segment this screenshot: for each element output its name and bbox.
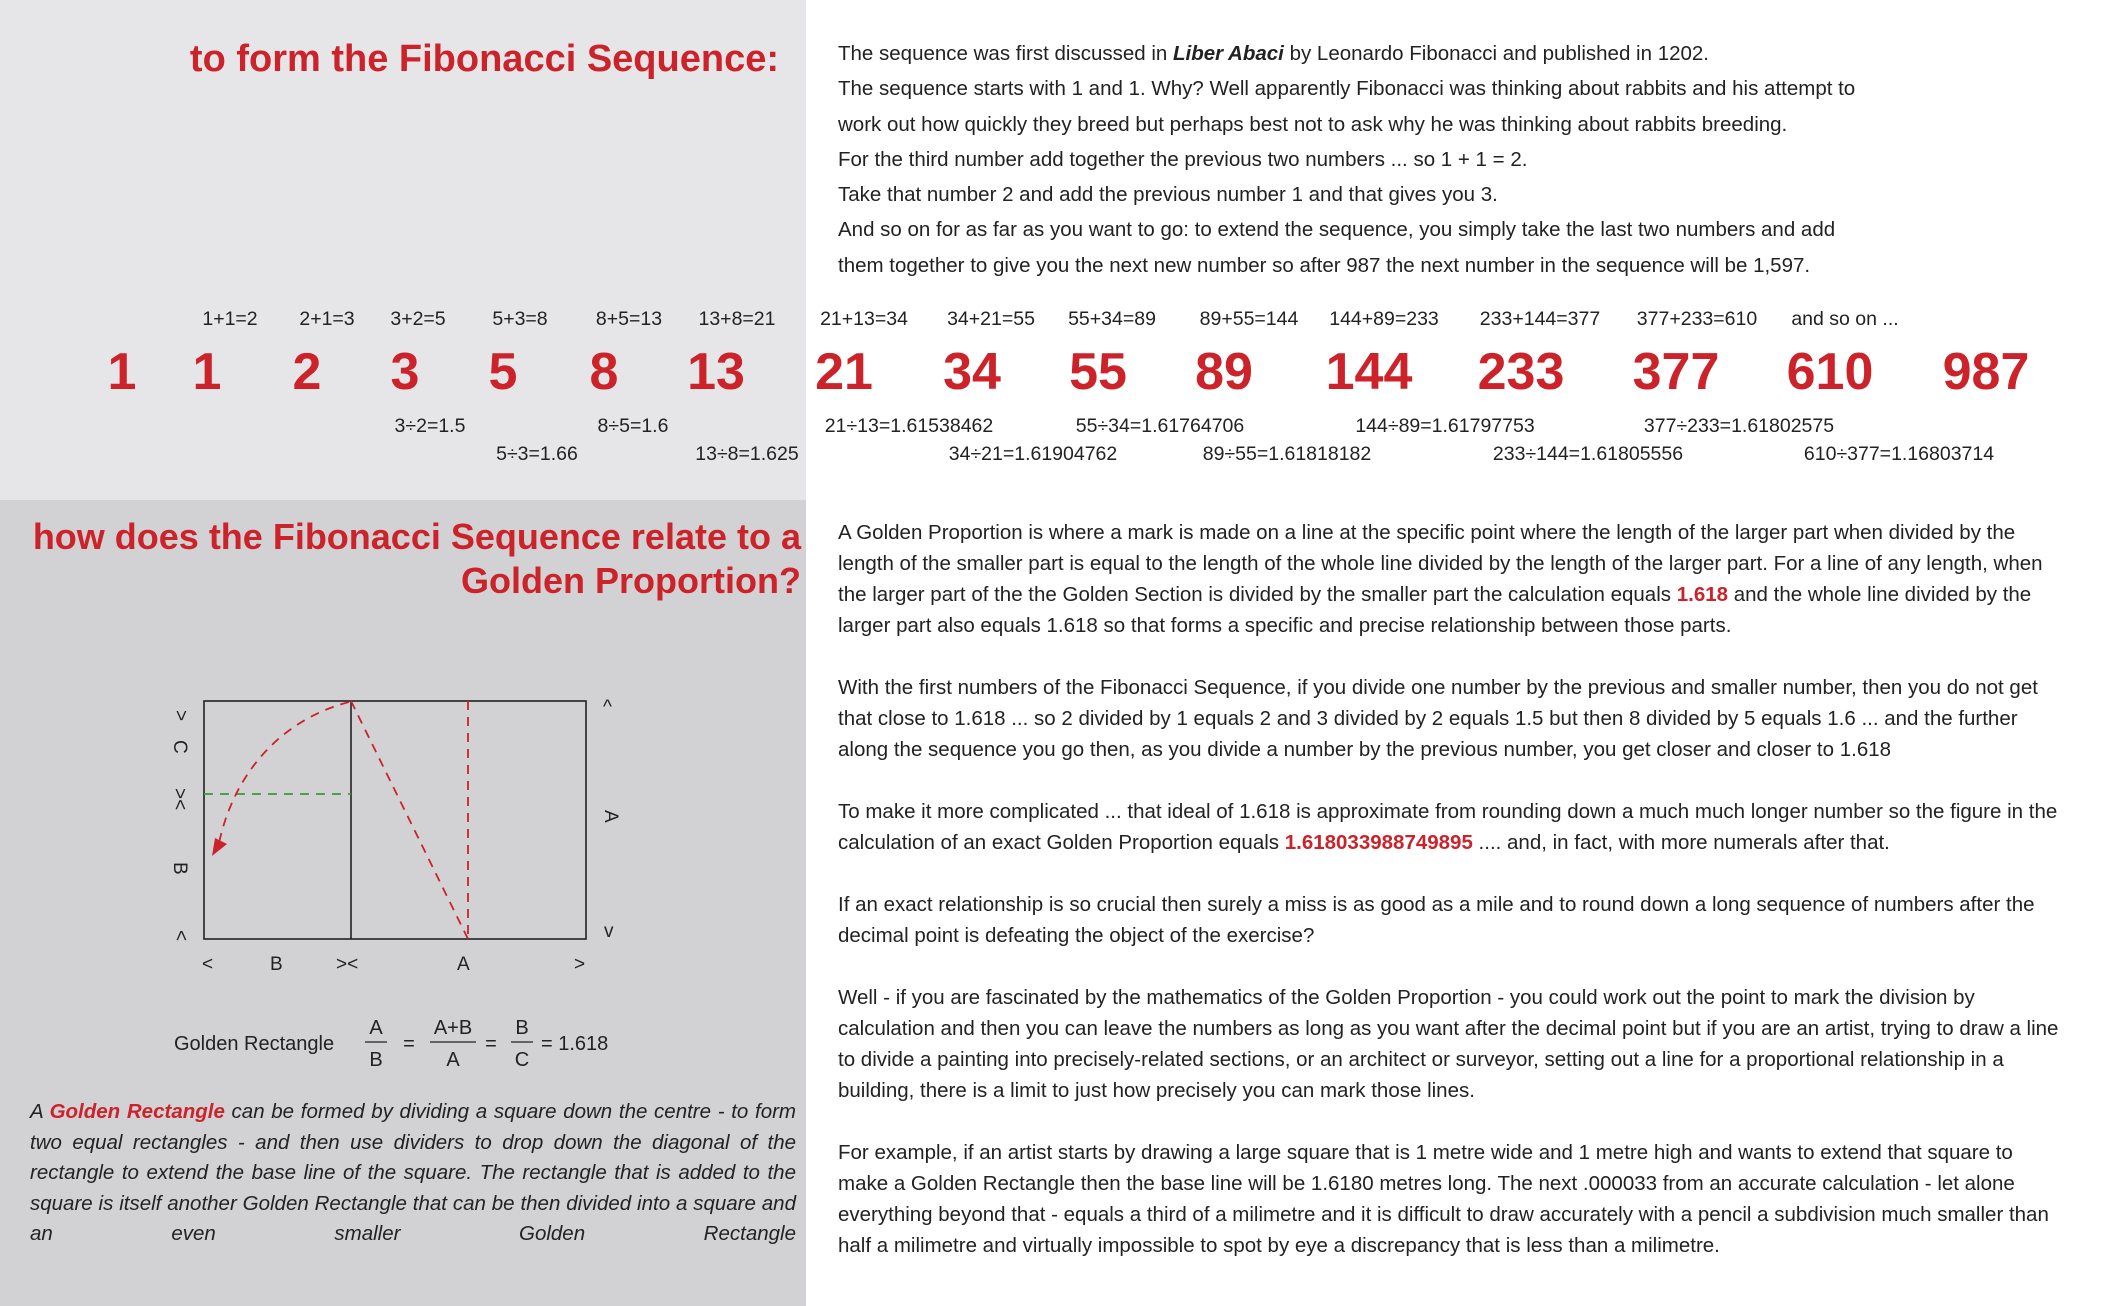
- intro-line-7: them together to give you the next new number so after 987 the next number in the sequence will be 1,597.: [838, 253, 1811, 277]
- fib-number: 3: [390, 343, 420, 401]
- fib-ratio: 21÷13=1.61538462: [824, 415, 994, 437]
- diagram-down-arrow-right: v: [604, 921, 614, 942]
- fib-number: 377: [1632, 343, 1720, 401]
- outer-rectangle: [204, 701, 586, 939]
- fib-sum: 2+1=3: [299, 308, 355, 330]
- fib-ratio: 377÷233=1.61802575: [1643, 415, 1835, 437]
- fib-number: 34: [943, 343, 1001, 401]
- golden-rectangle-caption: A Golden Rectangle can be formed by dividing a square down the centre - to form two equal rectangles - and then use dividers to drop down the diagonal of the rectangle to extend the base line of the square. The rectangle that is added to the square is itself another Golden Rectangle that can be then divided into a square and an even smaller Golden Rectangle: [30, 1100, 796, 1246]
- fib-ratio: 55÷34=1.61764706: [1075, 415, 1245, 437]
- fib-number: 89: [1195, 343, 1253, 401]
- formula-den-3: C: [514, 1049, 530, 1071]
- paragraph-5: Well - if you are fascinated by the mathematics of the Golden Proportion - you could work out the point to mark the division by calculation and then you can leave the numbers as long as you want after the decimal point but if you are an artist, trying to draw a line to divide a painting into precisely-related sections, or an architect or surveyor, setting out a line for a proportional relationship in a building, there is a limit to just how precisely you can mark those lines.: [838, 986, 2059, 1102]
- fib-number: 21: [815, 343, 873, 401]
- fib-sum: 89+55=144: [1199, 308, 1299, 330]
- fib-ratio: 5÷3=1.66: [496, 443, 578, 465]
- diagonal-line: [351, 701, 468, 939]
- formula-num-1: A: [369, 1017, 383, 1039]
- fib-sum: 34+21=55: [947, 308, 1035, 330]
- fib-sum: 5+3=8: [492, 308, 548, 330]
- golden-rectangle-diagram: [160, 680, 640, 980]
- fib-number: 55: [1069, 343, 1127, 401]
- formula-num-3: B: [515, 1017, 529, 1039]
- formula-eq-1: =: [403, 1033, 415, 1055]
- intro-line-6: And so on for as far as you want to go: to extend the sequence, you simply take the last two numbers and add: [838, 218, 1836, 242]
- arrow-head: [212, 838, 227, 856]
- label-a: A: [457, 954, 470, 975]
- fib-sum: 3+2=5: [390, 308, 446, 330]
- fib-sum: and so on ...: [1791, 308, 1899, 330]
- formula-eq-2: =: [485, 1033, 497, 1055]
- fib-ratio: 13÷8=1.625: [695, 443, 799, 465]
- intro-line-2: The sequence starts with 1 and 1. Why? Well apparently Fibonacci was thinking about rabbits and his attempt to: [838, 77, 1856, 101]
- intro-line-3: work out how quickly they breed but perhaps best not to ask why he was thinking about rabbits breeding.: [838, 112, 1788, 136]
- section-title-fibonacci: to form the Fibonacci Sequence:: [189, 38, 779, 80]
- formula-result: = 1.618: [541, 1033, 609, 1055]
- label-c: C: [169, 740, 190, 754]
- fib-number: 987: [1942, 343, 2030, 401]
- label-b: B: [270, 954, 283, 975]
- intro-line-4: For the third number add together the previous two numbers ... so 1 + 1 = 2.: [838, 147, 1528, 171]
- fib-number: 13: [687, 343, 745, 401]
- intro-line-1: The sequence was first discussed in Liber Abaci by Leonardo Fibonacci and published in 1202.: [838, 42, 1710, 65]
- fib-ratio: 233÷144=1.61805556: [1492, 443, 1684, 465]
- golden-proportion-text: [838, 517, 2068, 1292]
- intro-text: [838, 36, 1938, 283]
- intro-line-5: Take that number 2 and add the previous number 1 and that gives you 3.: [838, 183, 1498, 207]
- fib-number: 5: [488, 343, 518, 401]
- fib-sum: 13+8=21: [698, 308, 776, 330]
- golden-rectangle-term: Golden Rectangle: [49, 1100, 225, 1123]
- golden-rectangle-formula: [174, 1008, 634, 1078]
- fib-number: 610: [1786, 343, 1874, 401]
- paragraph-4: If an exact relationship is so crucial then surely a miss is as good as a mile and to round down a long sequence of numbers after the decimal point is defeating the object of the exercise?: [838, 893, 2035, 947]
- arc-line: [218, 702, 349, 848]
- diagram-mid-arrow: ><: [336, 954, 359, 975]
- fib-sum: 144+89=233: [1329, 308, 1439, 330]
- fib-number: 8: [589, 343, 619, 401]
- formula-den-2: A: [446, 1049, 460, 1071]
- diagram-right-arrow: >: [574, 954, 586, 975]
- paragraph-1: A Golden Proportion is where a mark is made on a line at the specific point where the length of the larger part when divided by the length of the smaller part is equal to the length of the whole line divided by the length of the larger part. For a line of any length, when the larger part of the the Golden Section is divided by the smaller part the calculation equals 1.618 and the whole line divided by the larger part also equals 1.618 so that forms a specific and precise relationship between those parts.: [838, 521, 2043, 637]
- diagram-left-arrow: <: [202, 954, 214, 975]
- label-a-vertical: A: [600, 810, 621, 823]
- diagram-mid-arrow-left: ><: [169, 788, 190, 811]
- value-exact-ratio: 1.618033988749895: [1284, 831, 1473, 854]
- fib-number: 2: [292, 343, 322, 401]
- fib-ratio: 34÷21=1.61904762: [948, 443, 1118, 465]
- diagram-up-arrow-right: ^: [603, 697, 612, 718]
- paragraph-6: For example, if an artist starts by drawing a large square that is 1 metre wide and 1 metre high and wants to extend that square to make a Golden Rectangle then the base line will be 1.6180 metres long. The next .000033 from an accurate calculation - let alone everything beyond that - equals a third of a milimetre and it is difficult to draw accurately with a pencil a subdivision much smaller than half a milimetre and virtually impossible to spot by eye a discrepancy that is less than a milimetre.: [838, 1141, 2049, 1257]
- paragraph-3: To make it more complicated ... that ideal of 1.618 is approximate from rounding down a much much longer number so the figure in the calculation of an exact Golden Proportion equals 1.618033988749895 .... and, in fact, with more numerals after that.: [838, 800, 2058, 854]
- fib-number: 1: [192, 343, 222, 401]
- fib-number: 233: [1477, 343, 1565, 401]
- formula-label: Golden Rectangle: [174, 1033, 335, 1055]
- fib-sum: 1+1=2: [202, 308, 258, 330]
- section-title-golden-proportion: how does the Fibonacci Sequence relate to a Golden Proportion?: [32, 516, 801, 601]
- fib-ratio: 144÷89=1.61797753: [1355, 415, 1535, 437]
- fib-ratio: 8÷5=1.6: [597, 415, 669, 437]
- fib-sum: 21+13=34: [820, 308, 908, 330]
- fib-sum: 377+233=610: [1636, 308, 1758, 330]
- diagram-up-arrow-left: >: [170, 710, 191, 722]
- diagram-down-arrow-left: <: [170, 930, 191, 942]
- book-title: Liber Abaci: [1173, 42, 1284, 65]
- fib-sum: 8+5=13: [595, 308, 663, 330]
- formula-den-1: B: [369, 1049, 383, 1071]
- fib-ratio: 610÷377=1.16803714: [1803, 443, 1995, 465]
- fib-number: 1: [107, 343, 137, 401]
- fib-sum: 233+144=377: [1479, 308, 1601, 330]
- fib-number: 144: [1325, 343, 1413, 401]
- formula-num-2: A+B: [433, 1017, 473, 1039]
- paragraph-2: With the first numbers of the Fibonacci Sequence, if you divide one number by the previous and smaller number, then you do not get that close to 1.618 ... so 2 divided by 1 equals 2 and 3 divided by 2 equals 1.5 but then 8 divided by 5 equals 1.6 ... and the further along the sequence you go then, as you divide a number by the previous number, you get closer and closer to 1.618: [838, 676, 2038, 761]
- value-1618: 1.618: [1676, 583, 1729, 606]
- label-b-vertical: B: [169, 862, 190, 875]
- fib-ratio: 89÷55=1.61818182: [1202, 443, 1372, 465]
- fib-ratio: 3÷2=1.5: [394, 415, 466, 437]
- fib-sum: 55+34=89: [1068, 308, 1156, 330]
